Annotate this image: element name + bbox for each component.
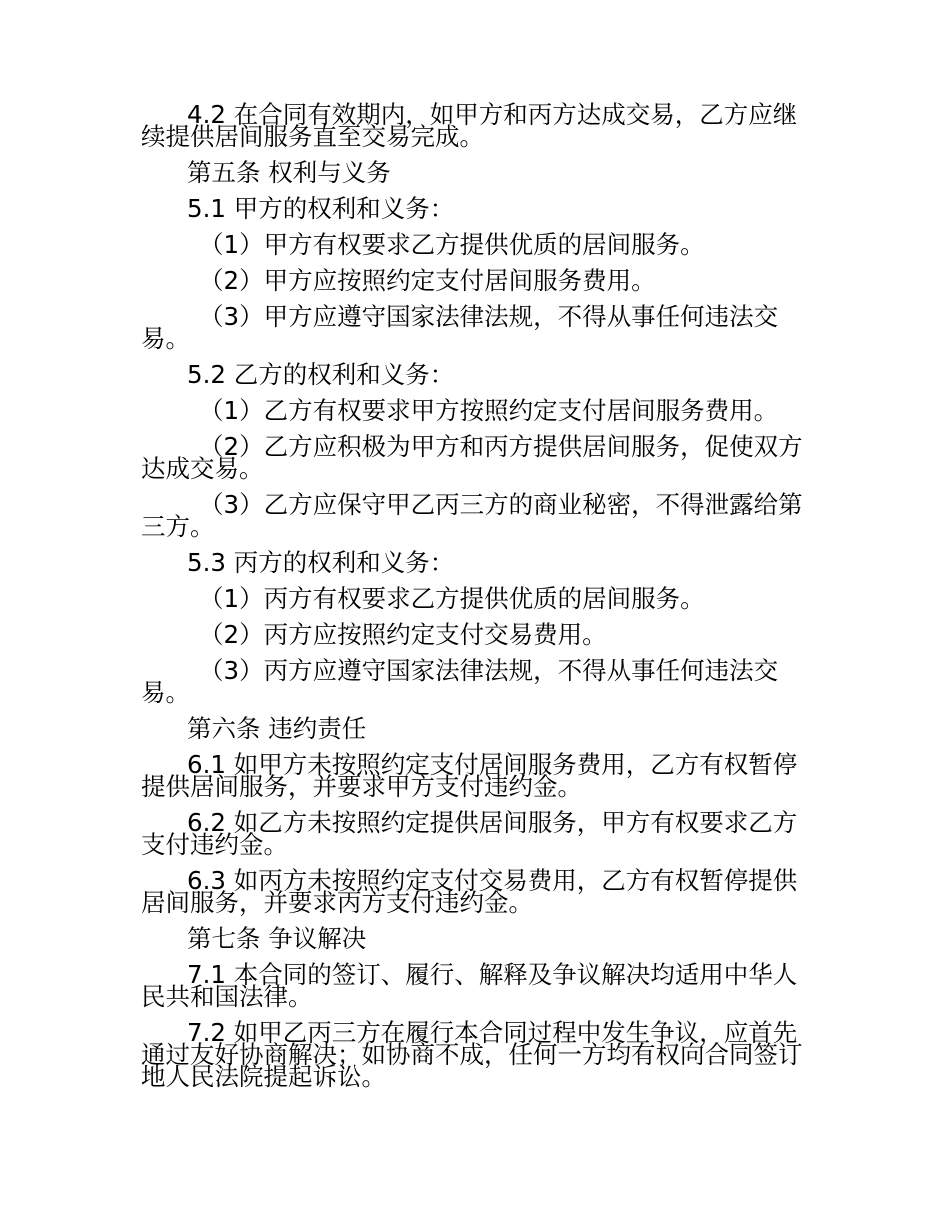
text-line: （3）乙方应保守甲乙丙三方的商业秘密，不得泄露给第 xyxy=(199,490,803,519)
paragraph-7-2 xyxy=(141,1018,811,1091)
paragraph-5-1-2 xyxy=(141,266,811,295)
article-6-heading xyxy=(141,714,811,743)
article-7-heading xyxy=(141,924,811,953)
text-line: （2）乙方应积极为甲方和丙方提供居间服务，促使双方 xyxy=(199,432,803,461)
paragraph-5-2 xyxy=(141,360,811,389)
text-line: （2）丙方应按照约定支付交易费用。 xyxy=(199,620,607,649)
paragraph-6-3 xyxy=(141,866,811,917)
text-line: 三方。 xyxy=(141,512,215,541)
paragraph-5-1-3 xyxy=(141,302,811,353)
text-line: 居间服务，并要求丙方支付违约金。 xyxy=(141,888,533,917)
paragraph-6-1 xyxy=(141,750,811,801)
text-line: （3）甲方应遵守国家法律法规，不得从事任何违法交 xyxy=(199,302,779,331)
text-line: 6.2 如乙方未按照约定提供居间服务，甲方有权要求乙方 xyxy=(187,808,798,837)
text-line: 5.2 乙方的权利和义务： xyxy=(187,360,455,389)
text-line: 7.1 本合同的签订、履行、解释及争议解决均适用中华人 xyxy=(187,960,798,989)
paragraph-5-3-1 xyxy=(141,584,811,613)
text-line: 第六条 违约责任 xyxy=(187,714,367,743)
text-line: （3）丙方应遵守国家法律法规，不得从事任何违法交 xyxy=(199,656,779,685)
text-line: 6.3 如丙方未按照约定支付交易费用，乙方有权暂停提供 xyxy=(187,866,798,895)
text-line: 第七条 争议解决 xyxy=(187,924,367,953)
text-line: 支付违约金。 xyxy=(141,830,288,859)
paragraph-5-3-3 xyxy=(141,656,811,707)
text-line: 7.2 如甲乙丙三方在履行本合同过程中发生争议，应首先 xyxy=(187,1018,798,1047)
text-line: 易。 xyxy=(141,678,190,707)
text-line: 6.1 如甲方未按照约定支付居间服务费用，乙方有权暂停 xyxy=(187,750,798,779)
text-line: 达成交易。 xyxy=(141,454,264,483)
text-line: 地人民法院提起诉讼。 xyxy=(141,1062,386,1091)
text-line: 4.2 在合同有效期内，如甲方和丙方达成交易，乙方应继 xyxy=(187,100,798,129)
paragraph-5-2-3 xyxy=(141,490,811,541)
text-line: 5.1 甲方的权利和义务： xyxy=(187,194,455,223)
text-line: 提供居间服务，并要求甲方支付违约金。 xyxy=(141,772,582,801)
paragraph-5-1 xyxy=(141,194,811,223)
text-line: 第五条 权利与义务 xyxy=(187,158,391,187)
paragraph-4-2 xyxy=(141,100,811,151)
text-line: （1）甲方有权要求乙方提供优质的居间服务。 xyxy=(199,230,705,259)
paragraph-5-2-1 xyxy=(141,396,811,425)
article-5-heading xyxy=(141,158,811,187)
text-line: （2）甲方应按照约定支付居间服务费用。 xyxy=(199,266,656,295)
text-line: 通过友好协商解决；如协商不成，任何一方均有权向合同签订 xyxy=(141,1040,803,1069)
paragraph-5-3 xyxy=(141,548,811,577)
paragraph-6-2 xyxy=(141,808,811,859)
paragraph-5-1-1 xyxy=(141,230,811,259)
paragraph-7-1 xyxy=(141,960,811,1011)
document-body xyxy=(141,100,811,1091)
text-line: 续提供居间服务直至交易完成。 xyxy=(141,122,484,151)
paragraph-5-2-2 xyxy=(141,432,811,483)
text-line: （1）乙方有权要求甲方按照约定支付居间服务费用。 xyxy=(199,396,779,425)
text-line: 5.3 丙方的权利和义务： xyxy=(187,548,455,577)
paragraph-5-3-2 xyxy=(141,620,811,649)
text-line: （1）丙方有权要求乙方提供优质的居间服务。 xyxy=(199,584,705,613)
text-line: 民共和国法律。 xyxy=(141,982,313,1011)
text-line: 易。 xyxy=(141,324,190,353)
